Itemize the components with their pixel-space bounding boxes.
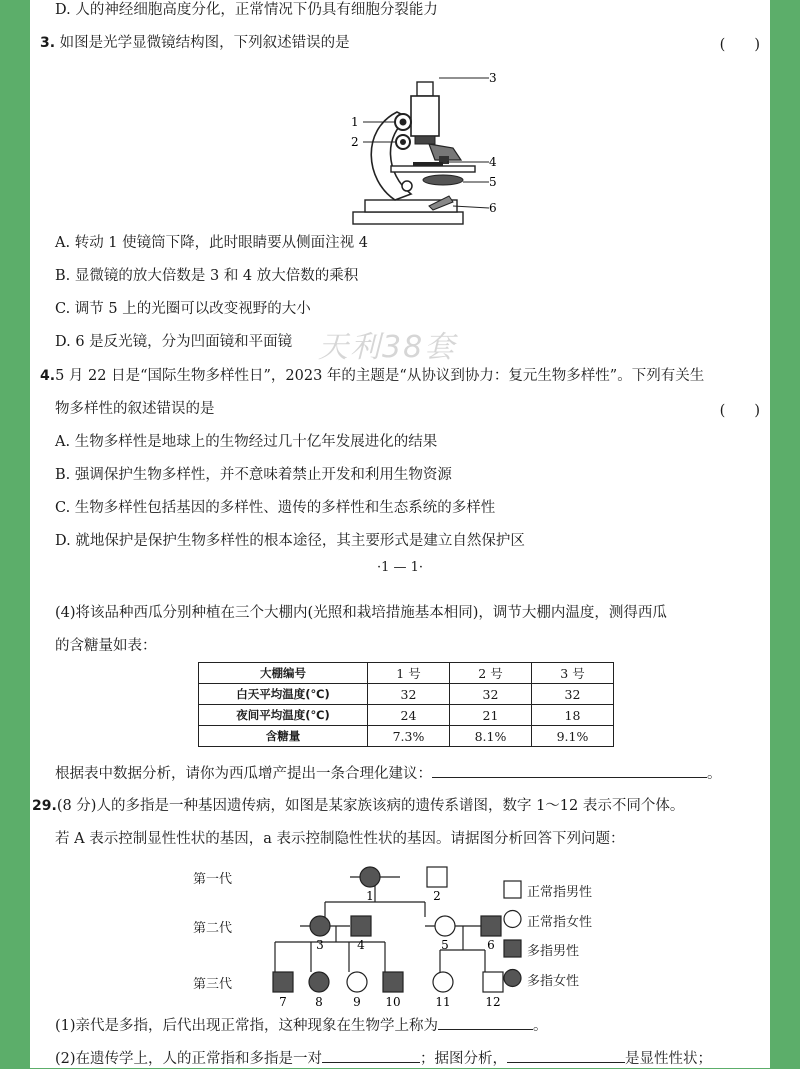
part4-line1: (4)将该品种西瓜分别种植在三个大棚内(光照和栽培措施基本相同)，调节大棚内温度，测得西瓜 (55, 605, 667, 621)
table-cell: 32 (450, 684, 532, 705)
generation-label-1: 第一代 (193, 872, 233, 887)
pedigree-label-5: 5 (441, 938, 449, 952)
pedigree-chart (235, 860, 505, 1010)
table-cell: 8.1% (450, 726, 532, 747)
q3-stem-text: 如图是光学显微镜结构图，下列叙述错误的是 (59, 35, 350, 51)
q4-option-a[interactable]: A. 生物多样性是地球上的生物经过几十亿年发展进化的结果 (55, 434, 438, 450)
legend-label-poly-female: 多指女性 (527, 974, 580, 989)
pedigree-label-8: 8 (315, 995, 323, 1009)
pedigree-label-9: 9 (353, 995, 361, 1009)
table-row (199, 726, 614, 747)
q29-sub2-text: (2)在遗传学上，人的正常指和多指是一对 (55, 1051, 323, 1067)
q29-sub1-blank[interactable] (438, 1015, 533, 1030)
q3-option-a[interactable]: A. 转动 1 使镜筒下降，此时眼睛要从侧面注视 4 (55, 235, 368, 251)
q29-sub2-end: 是显性性状； (625, 1051, 713, 1067)
q3-option-d[interactable]: D. 6 是反光镜，分为凹面镜和平面镜 (55, 334, 293, 350)
table-cell: 3 号 (532, 663, 614, 684)
suggestion-prompt: 根据表中数据分析，请你为西瓜增产提出一条合理化建议： (55, 766, 432, 782)
microscope-label-1: 1 (351, 115, 359, 129)
q3-stem (40, 33, 350, 53)
table-cell: 2 号 (450, 663, 532, 684)
table-cell: 32 (532, 684, 614, 705)
sugar-content-table (198, 662, 614, 747)
table-cell: 24 (368, 705, 450, 726)
microscope-label-6: 6 (489, 201, 497, 215)
q4-stem-line1 (40, 366, 704, 386)
q29-text-1: (8 分)人的多指是一种基因遗传病，如图是某家族该病的遗传系谱图，数字 1～12 表示不同个体。 (56, 798, 685, 814)
table-cell: 32 (368, 684, 450, 705)
exam-page (30, 0, 770, 1068)
pedigree-label-6: 6 (487, 938, 495, 952)
suggestion-line (55, 763, 722, 784)
legend-poly-female-icon (504, 970, 521, 987)
table-row (199, 663, 614, 684)
table-cell: 7.3% (368, 726, 450, 747)
q29-number: 29. (32, 798, 57, 814)
q3-option-b[interactable]: B. 显微镜的放大倍数是 3 和 4 放大倍数的乘积 (55, 268, 359, 284)
table-row (199, 705, 614, 726)
q29-sub1 (55, 1015, 548, 1036)
q29-sub2-blank-1[interactable] (322, 1048, 420, 1063)
q29-sub2-mid: ；据图分析， (420, 1051, 508, 1067)
watermark-logo: 天利38套 (318, 330, 457, 365)
legend-label-normal-female: 正常指女性 (527, 915, 593, 930)
table-cell: 18 (532, 705, 614, 726)
q4-answer-paren[interactable]: ( ) (719, 403, 760, 419)
table-cell: 白天平均温度(℃) (199, 684, 368, 705)
q4-option-d[interactable]: D. 就地保护是保护生物多样性的根本途径，其主要形式是建立自然保护区 (55, 533, 525, 549)
q2-option-d: D. 人的神经细胞高度分化，正常情况下仍具有细胞分裂能力 (55, 2, 438, 18)
q4-number: 4. (40, 368, 56, 384)
q3-answer-paren[interactable]: ( ) (719, 37, 760, 53)
q4-option-b[interactable]: B. 强调保护生物多样性，并不意味着禁止开发和利用生物资源 (55, 467, 452, 483)
table-cell: 9.1% (532, 726, 614, 747)
microscope-figure (325, 70, 495, 230)
suggestion-answer-blank[interactable] (432, 763, 707, 778)
q4-stem-line2: 物多样性的叙述错误的是 (55, 401, 215, 417)
page-number: ·1 — 1· (376, 560, 424, 575)
table-cell: 21 (450, 705, 532, 726)
legend-label-normal-male: 正常指男性 (527, 885, 593, 900)
table-cell: 1 号 (368, 663, 450, 684)
legend-normal-female-icon (504, 911, 521, 928)
pedigree-label-7: 7 (279, 995, 287, 1009)
microscope-label-2: 2 (351, 135, 359, 149)
generation-label-2: 第二代 (193, 921, 233, 936)
q3-option-c[interactable]: C. 调节 5 上的光圈可以改变视野的大小 (55, 301, 311, 317)
table-cell: 含糖量 (199, 726, 368, 747)
q29-sub2-blank-2[interactable] (507, 1048, 625, 1063)
part4-line2: 的含糖量如表： (55, 638, 157, 654)
pedigree-label-4: 4 (357, 938, 365, 952)
q29-line2: 若 A 表示控制显性性状的基因，a 表示控制隐性性状的基因。请据图分析回答下列问题： (55, 831, 625, 847)
q29-sub2 (55, 1048, 712, 1069)
generation-label-3: 第三代 (193, 977, 233, 992)
q29-line1 (32, 796, 684, 816)
microscope-label-4: 4 (489, 155, 497, 169)
legend-poly-male-icon (504, 940, 521, 957)
q29-sub1-end: 。 (533, 1018, 548, 1034)
microscope-label-5: 5 (489, 175, 497, 189)
microscope-label-3: 3 (489, 71, 497, 85)
pedigree-label-3: 3 (316, 938, 324, 952)
table-row (199, 684, 614, 705)
q4-option-c[interactable]: C. 生物多样性包括基因的多样性、遗传的多样性和生态系统的多样性 (55, 500, 496, 516)
pedigree-label-10: 10 (385, 995, 401, 1009)
legend-symbols (503, 880, 523, 990)
pedigree-label-12: 12 (485, 995, 501, 1009)
legend-normal-male-icon (504, 881, 521, 898)
table-cell: 大棚编号 (199, 663, 368, 684)
pedigree-label-11: 11 (435, 995, 451, 1009)
pedigree-label-2: 2 (433, 889, 441, 903)
legend-label-poly-male: 多指男性 (527, 944, 580, 959)
q4-stem-text-1: 5 月 22 日是“国际生物多样性日”，2023 年的主题是“从协议到协力：复元生物多样性”。下列有关生 (55, 368, 705, 384)
table-cell: 夜间平均温度(℃) (199, 705, 368, 726)
q29-sub1-text: (1)亲代是多指，后代出现正常指，这种现象在生物学上称为 (55, 1018, 439, 1034)
q3-number: 3. (40, 35, 56, 51)
suggestion-end: 。 (707, 766, 722, 782)
pedigree-label-1: 1 (366, 889, 374, 903)
